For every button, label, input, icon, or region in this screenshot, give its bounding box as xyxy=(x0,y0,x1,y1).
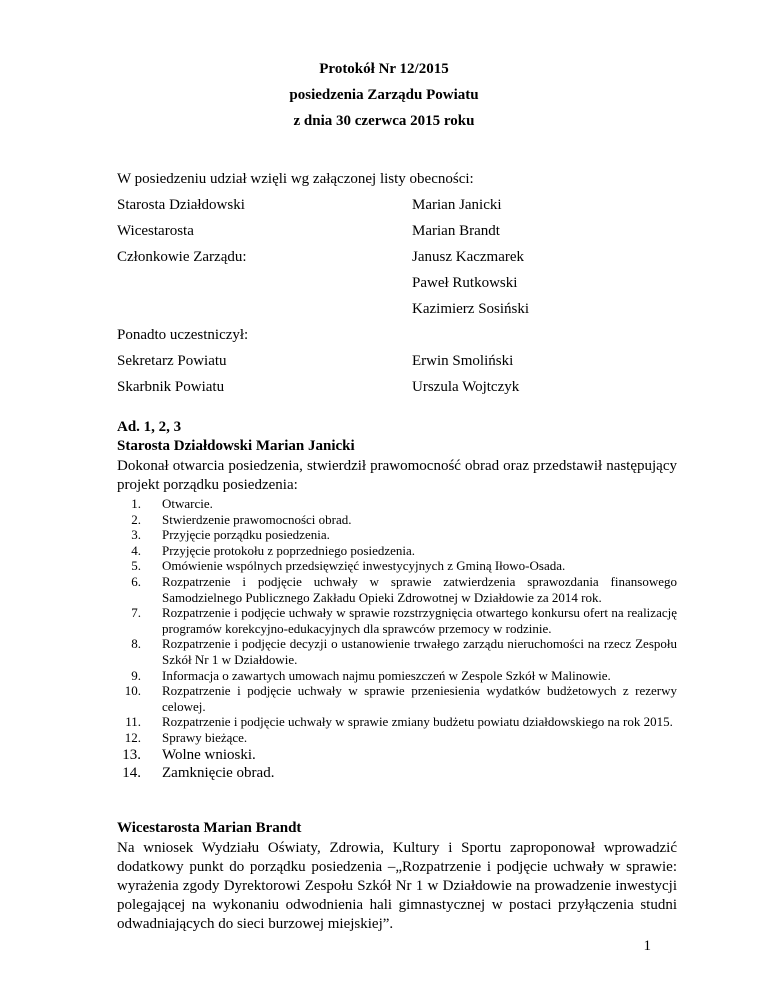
section-text-line: wyrażenia zgody Dyrektorowi Zespołu Szkół Nr 1 w Działdowie na prowadzenie inwestycji xyxy=(117,878,677,894)
additional-role: Sekretarz Powiatu xyxy=(117,353,227,369)
section-text-line: polegającej na wykonaniu odwodnienia hali gimnastycznej w postaci przyłączenia studni xyxy=(117,897,677,913)
additional-role: Skarbnik Powiatu xyxy=(117,379,225,395)
agenda-item: 2. Stwierdzenie prawomocności obrad. xyxy=(131,511,352,527)
section-speaker: Wicestarosta Marian Brandt xyxy=(117,820,302,836)
additional-name: Erwin Smoliński xyxy=(412,353,514,369)
agenda-item: 14. Zamknięcie obrad. xyxy=(122,764,275,781)
agenda-item: 5. Omówienie wspólnych przedsięwzięć inwestycyjnych z Gminą Iłowo-Osada. xyxy=(131,558,566,574)
agenda-item: 11. Rozpatrzenie i podjęcie uchwały w sprawie zmiany budżetu powiatu działdowskiego na rok 2015. xyxy=(125,714,673,730)
section-text-line: projekt porządku posiedzenia: xyxy=(117,477,298,493)
section-text xyxy=(117,839,677,934)
agenda-item: 8. Rozpatrzenie i podjęcie decyzji o ustanowienie trwałego zarządu nieruchomości na rzecz Zespołu Szkół Nr 1 w Działdowie. xyxy=(131,636,677,667)
protocol-date: z dnia 30 czerwca 2015 roku xyxy=(293,113,475,129)
section-heading: Ad. 1, 2, 3 xyxy=(117,419,182,435)
attendance-role: Członkowie Zarządu: xyxy=(117,249,247,265)
protocol-subtitle: posiedzenia Zarządu Powiatu xyxy=(289,87,479,103)
section-text xyxy=(117,457,677,495)
additional-name: Urszula Wojtczyk xyxy=(412,379,520,395)
additional-intro: Ponadto uczestniczył: xyxy=(117,327,249,343)
agenda-item: 12. Sprawy bieżące. xyxy=(124,729,248,745)
agenda-item: 7. Rozpatrzenie i podjęcie uchwały w sprawie rozstrzygnięcia otwartego konkursu ofert na realizację programów korekcyjno-edukacyjnych dla sprawców przemocy w rodzinie. xyxy=(131,605,677,636)
attendance-name: Kazimierz Sosiński xyxy=(412,301,530,317)
page-number: 1 xyxy=(643,938,651,954)
agenda-item: 10. Rozpatrzenie i podjęcie uchwały w sprawie przeniesienia wydatków budżetowych z rezerwy celowej. xyxy=(124,683,677,714)
section-text-line: Dokonał otwarcia posiedzenia, stwierdził prawomocność obrad oraz przedstawił następujący xyxy=(117,458,677,474)
agenda-item: 13. Wolne wnioski. xyxy=(122,746,256,763)
section-text-line: odwadniających do sieci burzowej miejskiej”. xyxy=(117,916,394,932)
attendance-role: Wicestarosta xyxy=(117,223,194,239)
attendance-name: Marian Janicki xyxy=(412,197,502,213)
attendance-role: Starosta Działdowski xyxy=(117,197,245,213)
agenda-item: 4. Przyjęcie protokołu z poprzedniego posiedzenia. xyxy=(131,542,416,558)
attendance-name: Janusz Kaczmarek xyxy=(412,249,525,265)
agenda-item: 3. Przyjęcie porządku posiedzenia. xyxy=(131,527,330,543)
attendance-intro: W posiedzeniu udział wzięli wg załączonej listy obecności: xyxy=(117,171,474,187)
attendance-name: Marian Brandt xyxy=(412,223,500,239)
section-text-line: dodatkowy punkt do porządku posiedzenia –„Rozpatrzenie i podjęcie uchwały w sprawie: xyxy=(117,859,677,875)
section-text-line: Na wniosek Wydziału Oświaty, Zdrowia, Kultury i Sportu zaproponował wprowadzić xyxy=(117,840,677,856)
agenda-item: 9. Informacja o zawartych umowach najmu pomieszczeń w Zespole Szkół w Malinowie. xyxy=(131,667,611,683)
agenda-item: 1. Otwarcie. xyxy=(131,496,213,511)
section-speaker: Starosta Działdowski Marian Janicki xyxy=(117,438,355,454)
agenda-item: 6. Rozpatrzenie i podjęcie uchwały w sprawie zatwierdzenia sprawozdania finansowego Samodzielnego Publicznego Zakładu Opieki Zdrowotnej w Działdowie za 2014 rok. xyxy=(131,573,677,605)
attendance-name: Paweł Rutkowski xyxy=(412,275,518,291)
protocol-title: Protokół Nr 12/2015 xyxy=(319,61,449,77)
agenda-list xyxy=(117,496,677,782)
